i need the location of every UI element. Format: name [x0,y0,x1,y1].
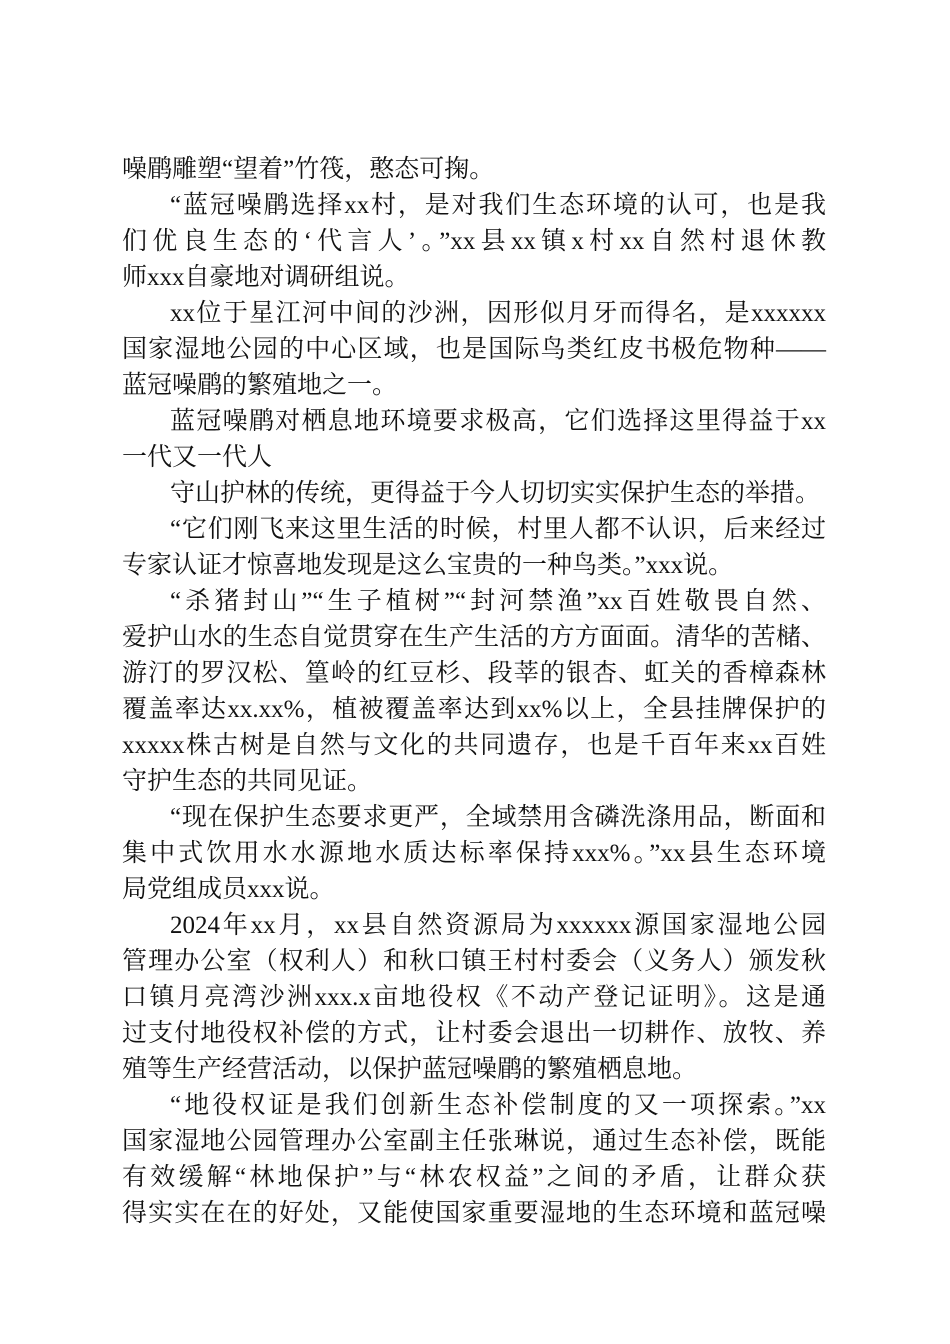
text-line: 蓝冠噪鹛对栖息地环境要求极高，它们选择这里得益于xx [170,408,826,435]
document-page [122,152,826,1232]
text-line: 局党组成员xxx说。 [122,876,335,903]
text-line: 有效缓解“林地保护”与“林农权益”之间的矛盾，让群众获 [122,1164,826,1191]
text-line: 噪鹛雕塑“望着”竹筏，憨态可掬。 [122,156,495,183]
paragraph [122,584,826,800]
text-line: 得实实在在的好处，又能使国家重要湿地的生态环境和蓝冠噪 [122,1200,826,1227]
text-line: “现在保护生态要求更严，全域禁用含磷洗涤用品，断面和 [170,804,826,831]
paragraph [122,476,826,512]
text-line: 国家湿地公园管理办公室副主任张琳说，通过生态补偿，既能 [122,1128,826,1155]
paragraph [122,512,826,584]
paragraph [122,404,826,476]
paragraph [122,296,826,404]
text-line: “地役权证是我们创新生态补偿制度的又一项探索。”xx [170,1092,826,1119]
text-line: 蓝冠噪鹛的繁殖地之一。 [122,372,398,399]
text-line: 师xxx自豪地对调研组说。 [122,264,410,291]
text-line: 们优良生态的‘代言人’。”xx县xx镇x村xx自然村退休教 [122,228,826,255]
text-line: 爱护山水的生态自觉贯穿在生产生活的方方面面。清华的苦槠、 [122,624,826,651]
text-line: 过支付地役权补偿的方式，让村委会退出一切耕作、放牧、养 [122,1020,826,1047]
text-line: 集中式饮用水水源地水质达标率保持xxx%。”xx县生态环境 [122,840,826,867]
paragraph [122,908,826,1088]
text-line: xx位于星江河中间的沙洲，因形似月牙而得名，是xxxxxx [170,300,826,327]
paragraph [122,188,826,296]
text-line: 国家湿地公园的中心区域，也是国际鸟类红皮书极危物种—— [122,336,826,363]
text-line: 专家认证才惊喜地发现是这么宝贵的一种鸟类。”xxx说。 [122,552,734,579]
text-line: 口镇月亮湾沙洲xxx.x亩地役权《不动产登记证明》。这是通 [122,984,826,1011]
paragraph [122,800,826,908]
paragraph [122,152,826,188]
text-line: 殖等生产经营活动，以保护蓝冠噪鹛的繁殖栖息地。 [122,1056,698,1083]
text-line: 管理办公室（权利人）和秋口镇王村村委会（义务人）颁发秋 [122,948,826,975]
text-line: 守山护林的传统，更得益于今人切切实实保护生态的举措。 [170,480,821,507]
text-line: “它们刚飞来这里生活的时候，村里人都不认识，后来经过 [170,516,826,543]
text-line: “蓝冠噪鹛选择xx村，是对我们生态环境的认可，也是我 [170,192,826,219]
text-line: “杀猪封山”“生子植树”“封河禁渔”xx百姓敬畏自然、 [170,588,826,615]
text-line: 2024年xx月，xx县自然资源局为xxxxxx源国家湿地公园 [170,912,826,939]
paragraph [122,1088,826,1232]
text-line: 覆盖率达xx.xx%，植被覆盖率达到xx%以上，全县挂牌保护的 [122,696,826,723]
text-line: 守护生态的共同见证。 [122,768,373,795]
text-line: 游汀的罗汉松、篁岭的红豆杉、段莘的银杏、虹关的香樟森林 [122,660,826,687]
text-line: xxxxx株古树是自然与文化的共同遗存，也是千百年来xx百姓 [122,732,826,759]
text-line: 一代又一代人 [122,444,273,471]
